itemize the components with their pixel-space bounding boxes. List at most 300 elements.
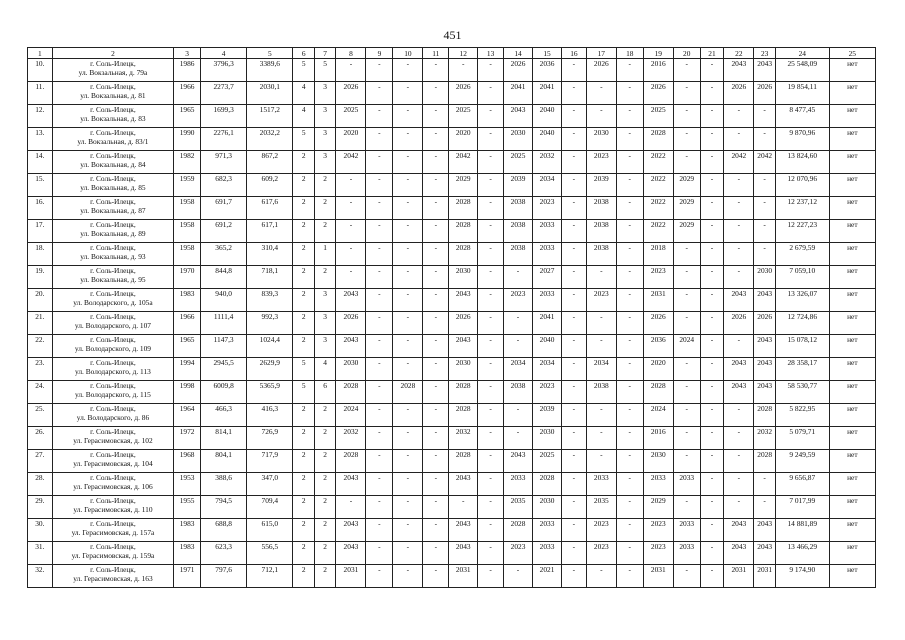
table-cell: - [586,427,616,450]
table-cell: - [478,427,504,450]
column-header: 13 [478,48,504,59]
table-cell: - [393,197,423,220]
table-cell: 4 [314,358,335,381]
table-cell: нет [829,197,875,220]
table-cell: 2030 [754,266,775,289]
header-row [28,48,876,59]
row-number: 29. [28,496,53,519]
table-cell: нет [829,289,875,312]
address-city: г. Соль-Илецк, [90,358,136,367]
table-cell: - [336,266,366,289]
address-cell [52,450,173,473]
table-cell: - [504,266,533,289]
table-cell: 2024 [336,404,366,427]
table-cell: 2023 [586,151,616,174]
table-cell: 3 [314,312,335,335]
table-cell: 2033 [533,243,562,266]
table-cell: 1998 [174,381,201,404]
table-cell: 2034 [504,358,533,381]
table-cell: - [562,82,587,105]
table-cell: 2023 [643,266,673,289]
table-cell: 867,2 [247,151,293,174]
address-city: г. Соль-Илецк, [90,450,136,459]
table-cell: 2043 [449,335,478,358]
table-cell: 2023 [643,519,673,542]
table-cell: 2023 [586,289,616,312]
table-cell: - [504,335,533,358]
table-cell: - [724,243,754,266]
column-header: 6 [293,48,314,59]
table-cell: 2032 [449,427,478,450]
table-cell: - [562,450,587,473]
table-cell: нет [829,427,875,450]
table-cell: - [423,243,449,266]
address-cell [52,128,173,151]
address-city: г. Соль-Илецк, [90,220,136,229]
table-cell: 2026 [754,82,775,105]
table-cell: - [700,82,724,105]
table-cell: 2033 [504,473,533,496]
table-cell: 2023 [533,381,562,404]
table-cell: 5 079,71 [775,427,829,450]
table-cell: 839,3 [247,289,293,312]
address-cell [52,82,173,105]
table-cell: - [366,128,393,151]
table-cell: 2038 [586,243,616,266]
table-cell: - [478,358,504,381]
table-row [28,105,876,128]
table-cell: 2031 [643,565,673,588]
table-cell: 2 [293,312,314,335]
table-cell: - [478,289,504,312]
table-cell: - [754,220,775,243]
table-cell: 2 [314,174,335,197]
address-cell [52,404,173,427]
table-cell: 2031 [449,565,478,588]
table-cell: 1965 [174,105,201,128]
table-cell: 5 [293,358,314,381]
table-cell: - [366,404,393,427]
address-street: ул. Володарского, д. 107 [74,321,152,330]
table-cell: 2041 [533,82,562,105]
table-cell: - [423,151,449,174]
address-city: г. Соль-Илецк, [90,496,136,505]
address-street: ул. Володарского, д. 115 [74,390,151,399]
table-cell: - [366,542,393,565]
table-cell: нет [829,59,875,82]
table-cell: - [393,243,423,266]
row-number: 19. [28,266,53,289]
table-cell: 2 679,59 [775,243,829,266]
table-cell: 2038 [586,197,616,220]
table-cell: 617,6 [247,197,293,220]
table-cell: 2033 [643,473,673,496]
table-cell: - [700,381,724,404]
table-cell: - [700,404,724,427]
table-cell: 2 [293,174,314,197]
table-cell: 2 [314,542,335,565]
table-cell: - [700,105,724,128]
address-cell [52,59,173,82]
table-row [28,358,876,381]
table-cell: 2043 [449,542,478,565]
table-cell: 2043 [336,289,366,312]
table-cell: 2026 [449,82,478,105]
table-cell: - [673,289,700,312]
column-header: 18 [616,48,643,59]
table-cell: 2031 [724,565,754,588]
table-cell: - [478,82,504,105]
table-cell: - [366,151,393,174]
table-cell: - [393,105,423,128]
table-cell: - [673,243,700,266]
page-number: 451 [443,28,462,42]
table-cell: 2016 [643,427,673,450]
table-cell: 1971 [174,565,201,588]
table-cell: 2026 [504,59,533,82]
table-cell: 2030 [336,358,366,381]
table-cell: - [393,404,423,427]
table-cell: 2033 [673,542,700,565]
table-cell: - [700,358,724,381]
table-cell: 2028 [754,404,775,427]
table-cell: 2023 [586,542,616,565]
table-cell: 13 824,60 [775,151,829,174]
table-cell: 2 [293,450,314,473]
table-cell: 2035 [504,496,533,519]
table-cell: - [366,312,393,335]
table-cell: нет [829,220,875,243]
table-cell: - [366,197,393,220]
table-cell: 2021 [533,565,562,588]
table-cell: 2038 [504,197,533,220]
table-cell: 2043 [754,519,775,542]
column-header: 17 [586,48,616,59]
table-cell: 1955 [174,496,201,519]
address-cell [52,289,173,312]
table-cell: 2036 [643,335,673,358]
table-cell: - [423,128,449,151]
table-cell: 2043 [724,542,754,565]
table-cell: - [562,174,587,197]
table-cell: 2023 [504,289,533,312]
table-cell: - [366,59,393,82]
table-cell: 2026 [724,312,754,335]
table-cell: - [478,335,504,358]
table-cell: - [673,312,700,335]
table-cell: 2042 [449,151,478,174]
table-cell: - [562,542,587,565]
table-cell: 2043 [336,473,366,496]
table-cell: нет [829,174,875,197]
table-cell: - [423,404,449,427]
table-cell: - [586,565,616,588]
table-cell: 2 [293,197,314,220]
table-cell: 19 854,11 [775,82,829,105]
address-street: ул. Вокзальная, д. 93 [80,252,146,261]
table-cell: - [478,519,504,542]
table-cell: - [673,128,700,151]
table-cell: - [673,565,700,588]
column-header: 11 [423,48,449,59]
table-cell: 2043 [449,289,478,312]
table-cell: - [700,335,724,358]
table-cell: 2016 [643,59,673,82]
table-cell: - [478,473,504,496]
table-cell: - [478,151,504,174]
table-cell: 2030 [504,128,533,151]
table-cell: 609,2 [247,174,293,197]
table-cell: 2 [314,427,335,450]
table-cell: - [754,243,775,266]
table-cell: - [562,243,587,266]
table-cell: 9 249,59 [775,450,829,473]
address-cell [52,243,173,266]
table-cell: - [478,496,504,519]
table-cell: - [423,266,449,289]
table-cell: 2029 [449,174,478,197]
row-number: 25. [28,404,53,427]
table-cell: 2030,1 [247,82,293,105]
table-cell: 3389,6 [247,59,293,82]
table-cell: - [393,59,423,82]
row-number: 15. [28,174,53,197]
table-cell: 992,3 [247,312,293,335]
table-cell: нет [829,266,875,289]
table-cell: 2020 [449,128,478,151]
table-cell: - [478,404,504,427]
column-header: 9 [366,48,393,59]
table-cell: - [423,59,449,82]
row-number: 20. [28,289,53,312]
table-row [28,220,876,243]
table-cell: - [754,174,775,197]
table-cell: - [393,519,423,542]
row-number: 23. [28,358,53,381]
table-cell: 2032,2 [247,128,293,151]
table-cell: 2031 [336,565,366,588]
table-cell: - [393,174,423,197]
table-cell: 5 822,95 [775,404,829,427]
table-cell: - [449,59,478,82]
table-cell: 2029 [673,174,700,197]
table-cell: 2026 [449,312,478,335]
table-cell: 2026 [643,312,673,335]
address-street: ул. Володарского, д. 113 [74,367,151,376]
table-cell: 794,5 [201,496,247,519]
table-cell: 2029 [673,197,700,220]
table-cell: - [754,496,775,519]
table-cell: 2028 [393,381,423,404]
table-cell: - [616,105,643,128]
table-cell: 709,4 [247,496,293,519]
table-cell: 3 [314,82,335,105]
table-cell: - [724,197,754,220]
table-cell: 3 [314,105,335,128]
table-row [28,565,876,588]
table-cell: - [336,496,366,519]
table-cell: 9 870,96 [775,128,829,151]
address-street: ул. Вокзальная, д. 84 [80,160,146,169]
table-cell: 2031 [754,565,775,588]
row-number: 22. [28,335,53,358]
address-city: г. Соль-Илецк, [90,151,136,160]
table-cell: 2027 [533,266,562,289]
table-cell: 814,1 [201,427,247,450]
table-cell: 718,1 [247,266,293,289]
table-cell: - [616,151,643,174]
table-cell: - [616,404,643,427]
address-street: ул. Вокзальная, д. 87 [80,206,146,215]
row-number: 13. [28,128,53,151]
table-cell: 2 [293,220,314,243]
table-cell: 2025 [504,151,533,174]
table-cell: - [562,59,587,82]
table-cell: 2018 [643,243,673,266]
table-cell: 2 [293,266,314,289]
address-street: ул. Вокзальная, д. 81 [80,91,146,100]
table-cell: 2 [293,335,314,358]
table-cell: 1982 [174,151,201,174]
address-street: ул. Герасимовская, д. 163 [73,574,153,583]
table-cell: 3796,3 [201,59,247,82]
table-row [28,381,876,404]
table-cell: 2 [293,496,314,519]
column-header: 25 [829,48,875,59]
address-city: г. Соль-Илецк, [90,542,136,551]
table-cell: - [478,542,504,565]
address-street: ул. Герасимовская, д. 110 [73,505,153,514]
table-cell: - [724,174,754,197]
table-cell: - [562,381,587,404]
table-cell: - [586,82,616,105]
address-cell [52,197,173,220]
table-cell: - [423,519,449,542]
table-cell: - [423,197,449,220]
table-cell: нет [829,473,875,496]
table-cell: 2038 [504,243,533,266]
table-cell: 1983 [174,289,201,312]
address-city: г. Соль-Илецк, [90,243,136,252]
table-cell: - [724,450,754,473]
table-cell: 2028 [449,220,478,243]
address-city: г. Соль-Илецк, [90,381,136,390]
column-header: 3 [174,48,201,59]
column-header: 15 [533,48,562,59]
table-cell: - [504,427,533,450]
table-cell: - [700,496,724,519]
table-cell: 2 [293,542,314,565]
table-cell: - [366,266,393,289]
column-header: 14 [504,48,533,59]
column-header: 19 [643,48,673,59]
table-row [28,312,876,335]
address-cell [52,542,173,565]
column-header: 22 [724,48,754,59]
table-cell: - [393,427,423,450]
table-cell: - [393,473,423,496]
table-cell: - [673,59,700,82]
table-cell: 1 [314,243,335,266]
column-header: 1 [28,48,53,59]
table-row [28,519,876,542]
table-cell: - [478,243,504,266]
table-cell: - [754,197,775,220]
table-cell: 940,0 [201,289,247,312]
table-cell: 2043 [754,289,775,312]
table-cell: - [423,496,449,519]
table-cell: 2043 [724,59,754,82]
table-cell: - [724,404,754,427]
table-cell: нет [829,358,875,381]
table-cell: - [700,312,724,335]
column-header: 16 [562,48,587,59]
table-cell: - [700,220,724,243]
address-street: ул. Вокзальная, д. 85 [80,183,146,192]
table-cell: - [673,105,700,128]
table-cell: - [336,243,366,266]
table-cell: - [393,266,423,289]
address-cell [52,381,173,404]
table-cell: 2023 [533,197,562,220]
table-cell: нет [829,519,875,542]
table-cell: - [616,220,643,243]
table-cell: - [562,289,587,312]
table-cell: - [700,59,724,82]
table-cell: 365,2 [201,243,247,266]
table-cell: 12 070,96 [775,174,829,197]
table-cell: - [562,197,587,220]
table-cell: - [336,59,366,82]
table-cell: - [478,59,504,82]
table-cell: 2038 [504,220,533,243]
table-row [28,151,876,174]
table-cell: - [366,450,393,473]
column-header: 23 [754,48,775,59]
table-cell: 6 [314,381,335,404]
row-number: 11. [28,82,53,105]
table-cell: 2028 [533,473,562,496]
table-cell: 3 [314,128,335,151]
data-table [27,47,876,588]
table-cell: - [504,404,533,427]
table-cell: - [616,358,643,381]
table-cell: нет [829,82,875,105]
table-cell: 2024 [673,335,700,358]
table-cell: 2032 [533,151,562,174]
table-cell: - [724,335,754,358]
table-cell: - [724,266,754,289]
table-cell: нет [829,565,875,588]
table-cell: нет [829,381,875,404]
table-cell: 2041 [504,82,533,105]
table-cell: - [478,312,504,335]
table-cell: 2038 [586,220,616,243]
table-row [28,266,876,289]
table-cell: 466,3 [201,404,247,427]
table-cell: 2043 [754,59,775,82]
table-cell: нет [829,335,875,358]
column-header: 8 [336,48,366,59]
table-cell: 1994 [174,358,201,381]
address-city: г. Соль-Илецк, [90,473,136,482]
table-cell: 2025 [449,105,478,128]
table-row [28,542,876,565]
table-cell: - [393,358,423,381]
table-cell: 2033 [533,220,562,243]
table-cell: 2033 [533,519,562,542]
table-cell: 6009,8 [201,381,247,404]
